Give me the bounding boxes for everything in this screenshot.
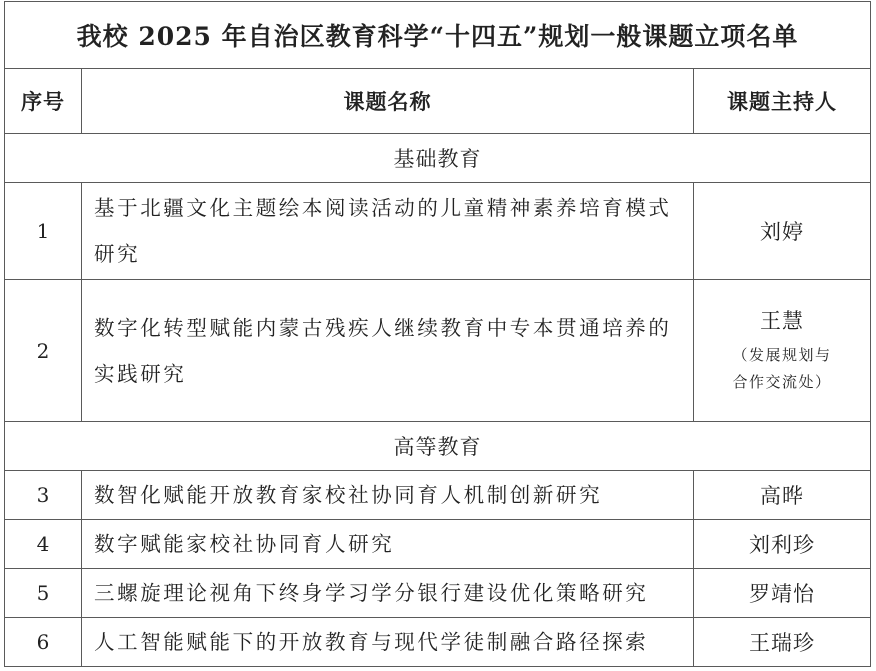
host-note-line1: （发展规划与 (732, 345, 832, 364)
row-index: 4 (5, 520, 82, 569)
row-index: 2 (5, 280, 82, 422)
section-higher-education: 高等教育 (5, 422, 871, 471)
host-name: 罗靖怡 (694, 569, 871, 618)
host-cell (694, 280, 871, 422)
section-row-basic (5, 134, 871, 183)
header-row (5, 69, 871, 134)
table-row (5, 471, 871, 520)
table-row (5, 183, 871, 280)
table-row (5, 520, 871, 569)
section-basic-education: 基础教育 (5, 134, 871, 183)
host-name: 王慧 (760, 308, 805, 333)
row-index: 6 (5, 618, 82, 667)
table-row (5, 569, 871, 618)
project-title: 数字赋能家校社协同育人研究 (82, 520, 694, 569)
table-row (5, 280, 871, 422)
host-note-line2: 合作交流处） (732, 372, 832, 391)
project-title: 数智化赋能开放教育家校社协同育人机制创新研究 (82, 471, 694, 520)
row-index: 5 (5, 569, 82, 618)
row-index: 3 (5, 471, 82, 520)
host-name: 高晔 (694, 471, 871, 520)
title-row (5, 2, 871, 69)
project-title: 三螺旋理论视角下终身学习学分银行建设优化策略研究 (82, 569, 694, 618)
header-host: 课题主持人 (694, 69, 871, 134)
host-name: 王瑞珍 (694, 618, 871, 667)
project-list-table (4, 1, 871, 667)
project-title: 基于北疆文化主题绘本阅读活动的儿童精神素养培育模式研究 (82, 183, 694, 280)
row-index: 1 (5, 183, 82, 280)
table-row (5, 618, 871, 667)
section-row-higher (5, 422, 871, 471)
host-name: 刘婷 (694, 183, 871, 280)
project-title: 人工智能赋能下的开放教育与现代学徒制融合路径探索 (82, 618, 694, 667)
host-name: 刘利珍 (694, 520, 871, 569)
document-title: 我校 2025 年自治区教育科学“十四五”规划一般课题立项名单 (5, 2, 871, 69)
project-title: 数字化转型赋能内蒙古残疾人继续教育中专本贯通培养的实践研究 (82, 280, 694, 422)
header-index: 序号 (5, 69, 82, 134)
header-project: 课题名称 (82, 69, 694, 134)
